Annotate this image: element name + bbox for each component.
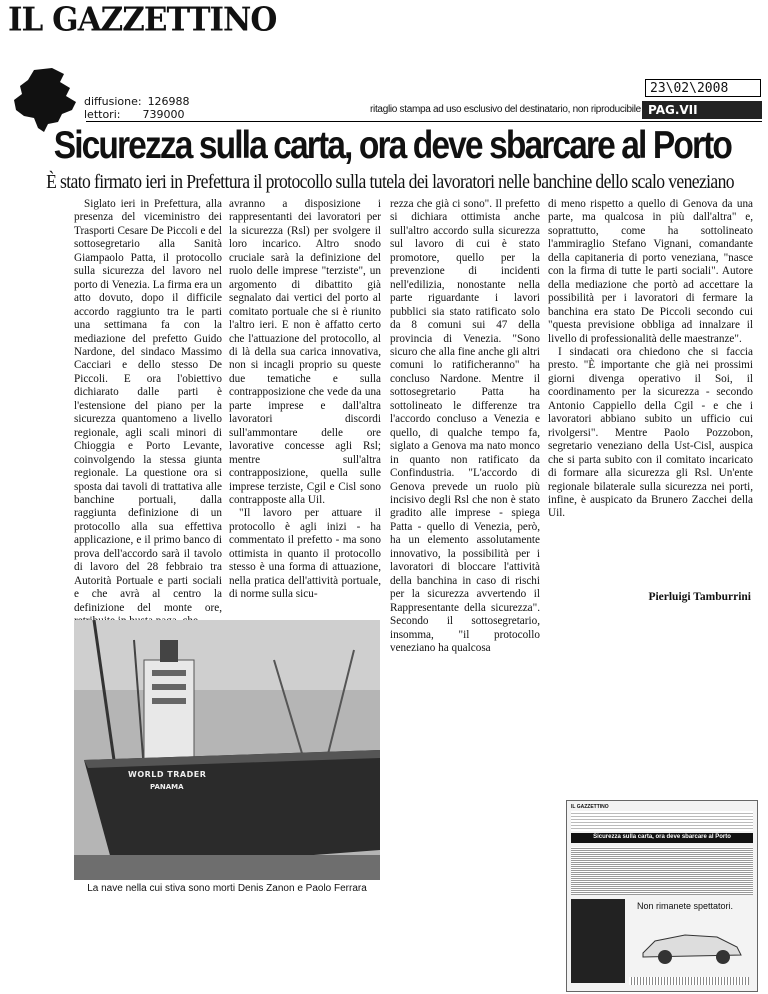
paragraph: rezza che già ci sono". Il prefetto si dichiara ottimista anche sull'altro accordo sulla sicurezza sul lavoro di cui è stato promotore, quello per la prevenzione di incidenti nell'edilizia, nonostante nella parte riguardante i lavori pubblici sia stato ratificato solo da 8 comuni sui 47 della provincia di Venezia. "Sono sicuro che alla fine anche gli altri comuni lo ratificheranno" ha concluso Nardone. Mentre il sottosegretario Patta ha sottolineato le differenze tra l'accordo concluso a Venezia e quello, di qualche tempo fa, siglato a Genova ma nato monco in quanto non ratificato da Confindustria. "L'accordo di Genova prevede un ruolo più incisivo degli Rsl che non è stato gradito alle imprese - spiega Patta - quello di Venezia, però, ha un elemento assolutamente innovativo, la possibilità per i lavoratori di bloccare l'attività della banchina in caso di rischi per la sicurezza avvertendo il Rappresentante della sicurezza". Secondo il sottosegretario, insomma, "il protocollo veneziano ha qualcosa [390, 198, 540, 654]
thumbnail-header-text [571, 811, 753, 831]
newspaper-masthead: IL GAZZETTINO [8, 1, 277, 39]
photo-caption: La nave nella cui stiva sono morti Denis Zanon e Paolo Ferrara [87, 883, 367, 894]
byline: Pierluigi Tamburrini [648, 591, 751, 603]
date-box: 23\02\2008 [645, 79, 761, 97]
thumbnail-headline: Sicurezza sulla carta, ora deve sbarcare al Porto [593, 834, 731, 840]
ship-name-label: WORLD TRADER [128, 770, 207, 779]
thumbnail-ad-panel [571, 899, 625, 983]
paragraph: "Il lavoro per attuare il protocollo è agli inizi - ha commentato il prefetto - ma sono ottimista in quanto il protocollo stesso è una forma di attuazione, nella pratica dell'attività portuale, di norme sulla sicu- [229, 507, 381, 601]
article-subheadline: È stato firmato ieri in Prefettura il protocollo sulla tutela dei lavoratori nelle banchine dello scalo veneziano [46, 171, 734, 193]
paragraph: di meno rispetto a quello di Genova da una parte, ma qualcosa in più dall'altra" e, soprattutto, come ha sottolineato l'ammiraglio Stefano Vignani, comandante della capitaneria di porto veneziana, "nasce con la firma di tutte le parti sociali". Autore della mediazione che portò ad accettare la possibilità per i lavoratori di fermare la banchina era stato De Piccoli secondo cui "questa previsione obbliga ad innalzare il livello di professionalità delle maestranze". [548, 198, 753, 345]
page-thumbnail [566, 800, 758, 992]
paragraph: I sindacati ora chiedono che si faccia presto. "È importante che già nei prossimi giorni divenga operativo il Soi, il coordinamento per la sicurezza - secondo Antonio Cappiello della Cgil - e che i lavoratori abbiano subito un ufficio cui rivolgersi". Mentre Paolo Pozzobon, segretario veneziano della Ust-Cisl, auspica che si parta subito con il comitato incaricato di formare alla sicurezza gli Rsl. Un'ente regionale bilaterale sulla sicurezza nei porti, infine, è auspicato da Brunero Zacchei della Uil. [548, 345, 753, 520]
reproduction-notice: ritaglio stampa ad uso esclusivo del destinatario, non riproducibile [370, 104, 641, 115]
paragraph: Siglato ieri in Prefettura, alla presenza del viceministro dei Trasporti Cesare De Piccoli e del sottosegretario alla Sanità Giampaolo Patta, il protocollo sulla sicurezza del lavoro nel porto di Venezia. La firma era un atto dovuto, dopo il difficile accordo raggiunto tra le parti una settimana fa con la mediazione del prefetto Guido Nardone, del sindaco Massimo Cacciari e dello stesso De Piccoli. E ora l'obiettivo dichiarato dalle parti è l'estensione del piano per la sicurezza quantomeno a livello regionale, agli scali minori di Chioggia e Porto Levante, coinvolgendo la stessa giunta regionale. La questione ora si sposta dai tavoli di trattativa alle banchine portuali, dalla raggiunta definizione di un protocollo alla sua effettiva applicazione, e il primo banco di prova dell'accordo sarà il tavolo di lavoro del 28 febbraio tra Autorità Portuale e parti sociali e che avrà al centro la definizione del monte ore, [74, 198, 222, 614]
article-column-3 [390, 198, 540, 655]
page-badge: PAG.VII [642, 101, 762, 119]
ship-port-label: PANAMA [150, 783, 184, 791]
article-column-2 [229, 198, 381, 602]
article-column-1 [74, 198, 222, 629]
diffusione-label: diffusione: [84, 95, 142, 108]
ship-illustration [74, 620, 380, 880]
circulation-line [84, 95, 190, 108]
thumbnail-footer-text [629, 977, 749, 985]
readers-line [84, 108, 184, 121]
header-rule [86, 121, 762, 122]
thumbnail-ad-text: Non rimanete spettatori. [637, 901, 734, 911]
car-icon [637, 919, 747, 969]
thumbnail-article-text [571, 847, 753, 895]
thumbnail-masthead: IL GAZZETTINO [571, 804, 609, 810]
thumbnail-headline-bar [571, 833, 753, 843]
lettori-value: 739000 [142, 108, 185, 121]
article-column-4 [548, 198, 753, 521]
article-headline: Sicurezza sulla carta, ora deve sbarcare al Porto [53, 124, 731, 167]
lettori-label: lettori: [84, 108, 121, 121]
ship-photo [74, 620, 380, 880]
diffusione-value: 126988 [147, 95, 190, 108]
paragraph: avranno a disposizione i rappresentanti dei lavoratori per la sicurezza (Rsl) per svolgere il loro incarico. Altro snodo cruciale sarà la definizione del ruolo delle imprese "terziste", un argomento di dibattito già segnalato dai vertici del porto al comitato portuale che si è riunito l'altro ieri. E non è affatto certo che l'attuazione del protocollo, al di là della sua carica innovativa, non si incagli proprio su queste due tematiche e sulla contrapposizione che vede da una parte imprese e dall'altra lavoratori discordi sull'ammontare delle ore lavorative concesse agli Rsl; mentre sull'altra contrapposizione, quella sulle imprese terziste, Cgil e Cisl sono contrapposte alla Uil. [229, 198, 381, 506]
